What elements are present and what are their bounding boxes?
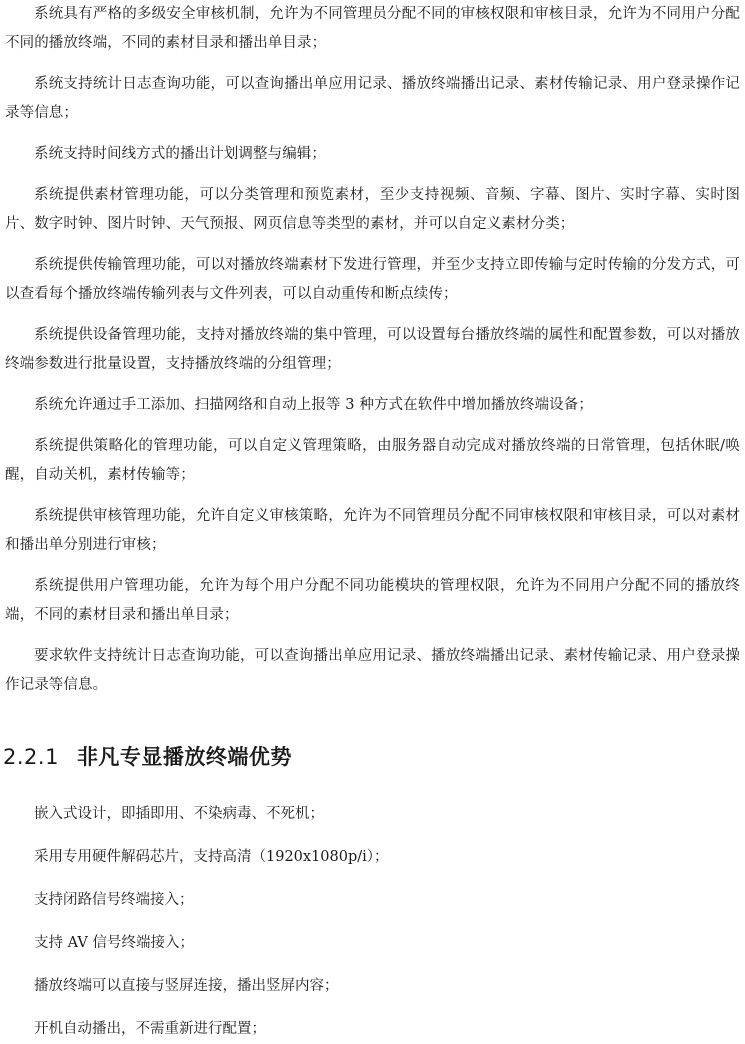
paragraph-device-management: 系统提供设备管理功能，支持对播放终端的集中管理，可以设置每台播放终端的属性和配置参数，可以对播放终端参数进行批量设置，支持播放终端的分组管理； — [5, 327, 740, 372]
section-number: 2.2.1 — [3, 745, 59, 769]
paragraph-review-management: 系统提供审核管理功能，允许自定义审核策略，允许为不同管理员分配不同审核权限和审核目录，可以对素材和播出单分别进行审核； — [5, 508, 740, 553]
paragraph-log-statistics: 要求软件支持统计日志查询功能，可以查询播出单应用记录、播放终端播出记录、素材传输记录、用户登录操作记录等信息。 — [5, 648, 740, 693]
feature-item: 支持 AV 信号终端接入； — [34, 935, 194, 951]
paragraph-transfer-management: 系统提供传输管理功能，可以对播放终端素材下发进行管理，并至少支持立即传输与定时传输的分发方式，可以查看每个播放终端传输列表与文件列表，可以自动重传和断点续传； — [5, 257, 740, 302]
paragraph-security-audit: 系统具有严格的多级安全审核机制，允许为不同管理员分配不同的审核权限和审核目录，允许为不同用户分配不同的播放终端，不同的素材目录和播出单目录； — [5, 6, 740, 51]
feature-item: 采用专用硬件解码芯片，支持高清（1920x1080p/i）； — [34, 849, 389, 865]
section-heading — [0, 742, 292, 772]
paragraph-add-terminal: 系统允许通过手工添加、扫描网络和自动上报等 3 种方式在软件中增加播放终端设备； — [34, 397, 593, 413]
paragraph-policy-management: 系统提供策略化的管理功能，可以自定义管理策略，由服务器自动完成对播放终端的日常管理，包括休眠/唤醒，自动关机，素材传输等； — [5, 438, 740, 483]
paragraph-log-query: 系统支持统计日志查询功能，可以查询播出单应用记录、播放终端播出记录、素材传输记录、用户登录操作记录等信息； — [5, 76, 740, 121]
paragraph-material-management: 系统提供素材管理功能，可以分类管理和预览素材，至少支持视频、音频、字幕、图片、实时字幕、实时图片、数字时钟、图片时钟、天气预报、网页信息等类型的素材，并可以自定义素材分类； — [5, 187, 740, 232]
paragraph-timeline-schedule: 系统支持时间线方式的播出计划调整与编辑； — [34, 146, 326, 162]
feature-list — [0, 800, 745, 1044]
feature-item: 嵌入式设计，即插即用、不染病毒、不死机； — [34, 806, 324, 822]
section-title: 非凡专显播放终端优势 — [76, 745, 292, 769]
feature-item: 支持闭路信号终端接入； — [34, 892, 194, 908]
paragraph-user-management: 系统提供用户管理功能，允许为每个用户分配不同功能模块的管理权限，允许为不同用户分配不同的播放终端，不同的素材目录和播出单目录； — [5, 578, 740, 623]
feature-item: 播放终端可以直接与竖屏连接，播出竖屏内容； — [34, 978, 339, 994]
feature-item: 开机自动播出，不需重新进行配置； — [34, 1021, 266, 1037]
